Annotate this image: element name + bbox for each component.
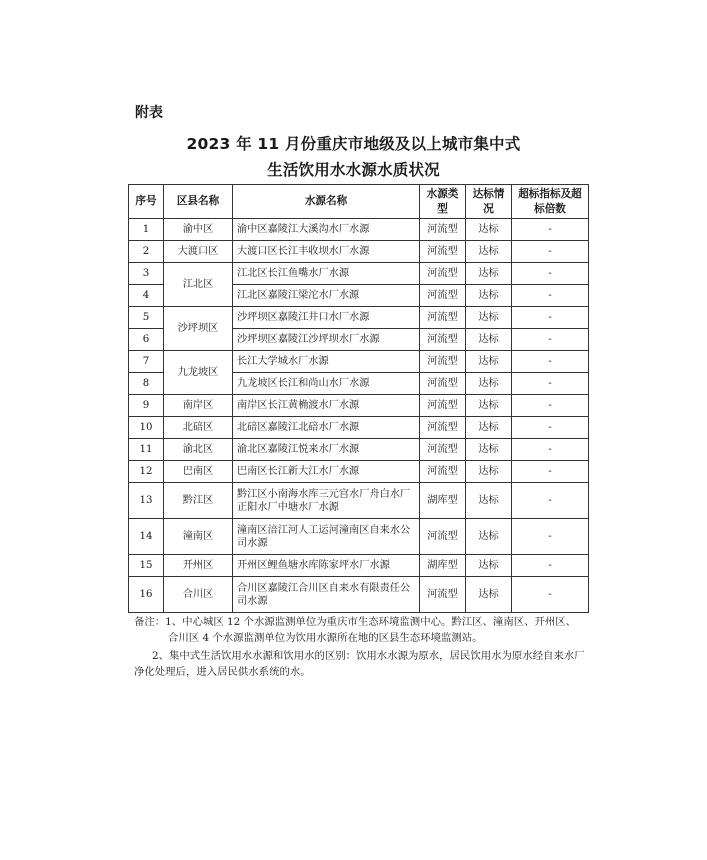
note-2: 2、集中式生活饮用水水源和饮用水的区别：饮用水水源为原水，居民饮用水为原水经自来水厂净化处理后，进入居民供水系统的水。 [134, 650, 585, 678]
cell-type: 河流型 [420, 461, 466, 483]
cell-district: 黔江区 [164, 483, 233, 519]
cell-district: 合川区 [164, 577, 233, 613]
cell-no: 4 [129, 285, 164, 307]
cell-exceed: - [512, 285, 589, 307]
cell-no: 12 [129, 461, 164, 483]
header-status: 达标情况 [466, 185, 512, 219]
cell-status: 达标 [466, 307, 512, 329]
cell-no: 3 [129, 263, 164, 285]
table-row [129, 417, 589, 439]
cell-type: 河流型 [420, 519, 466, 555]
cell-status: 达标 [466, 417, 512, 439]
table-row [129, 519, 589, 555]
cell-source: 开州区鲤鱼塘水库陈家坪水厂水源 [233, 555, 420, 577]
table-row [129, 483, 589, 519]
cell-type: 河流型 [420, 285, 466, 307]
cell-status: 达标 [466, 395, 512, 417]
cell-no: 10 [129, 417, 164, 439]
cell-source: 江北区长江鱼嘴水厂水源 [233, 263, 420, 285]
cell-source: 潼南区涪江河人工运河潼南区自来水公司水源 [233, 519, 420, 555]
cell-exceed: - [512, 519, 589, 555]
header-no: 序号 [129, 185, 164, 219]
cell-district: 沙坪坝区 [164, 307, 233, 351]
cell-exceed: - [512, 219, 589, 241]
cell-exceed: - [512, 351, 589, 373]
cell-district: 江北区 [164, 263, 233, 307]
cell-district: 渝中区 [164, 219, 233, 241]
cell-type: 河流型 [420, 373, 466, 395]
table-row [129, 555, 589, 577]
cell-status: 达标 [466, 483, 512, 519]
header-source: 水源名称 [233, 185, 420, 219]
cell-status: 达标 [466, 577, 512, 613]
cell-source: 江北区嘉陵江梁沱水厂水源 [233, 285, 420, 307]
cell-status: 达标 [466, 285, 512, 307]
cell-status: 达标 [466, 263, 512, 285]
cell-source: 合川区嘉陵江合川区自来水有限责任公司水源 [233, 577, 420, 613]
cell-status: 达标 [466, 241, 512, 263]
cell-type: 河流型 [420, 263, 466, 285]
cell-status: 达标 [466, 461, 512, 483]
table-row [129, 307, 589, 329]
cell-type: 湖库型 [420, 483, 466, 519]
cell-source: 长江大学城水厂水源 [233, 351, 420, 373]
title-line-2: 生活饮用水水源水质状况 [267, 161, 440, 179]
cell-exceed: - [512, 307, 589, 329]
cell-no: 14 [129, 519, 164, 555]
header-district: 区县名称 [164, 185, 233, 219]
cell-source: 大渡口区长江丰收坝水厂水源 [233, 241, 420, 263]
cell-no: 15 [129, 555, 164, 577]
title-line-1: 2023 年 11 月份重庆市地级及以上城市集中式 [186, 135, 521, 153]
table-row [129, 395, 589, 417]
cell-district: 九龙坡区 [164, 351, 233, 395]
cell-status: 达标 [466, 351, 512, 373]
cell-status: 达标 [466, 373, 512, 395]
cell-no: 9 [129, 395, 164, 417]
cell-no: 6 [129, 329, 164, 351]
cell-district: 南岸区 [164, 395, 233, 417]
cell-source: 黔江区小南海水库三元宫水厂舟白水厂正阳水厂中塘水厂水源 [233, 483, 420, 519]
cell-type: 河流型 [420, 307, 466, 329]
table-row [129, 263, 589, 285]
cell-source: 巴南区长江新大江水厂水源 [233, 461, 420, 483]
cell-no: 13 [129, 483, 164, 519]
cell-district: 北碚区 [164, 417, 233, 439]
table-row [129, 241, 589, 263]
cell-no: 7 [129, 351, 164, 373]
cell-type: 河流型 [420, 219, 466, 241]
cell-source: 渝北区嘉陵江悦来水厂水源 [233, 439, 420, 461]
header-type: 水源类型 [420, 185, 466, 219]
cell-exceed: - [512, 395, 589, 417]
cell-exceed: - [512, 555, 589, 577]
table-row [129, 577, 589, 613]
cell-exceed: - [512, 461, 589, 483]
cell-status: 达标 [466, 439, 512, 461]
cell-no: 5 [129, 307, 164, 329]
cell-type: 河流型 [420, 351, 466, 373]
cell-exceed: - [512, 439, 589, 461]
cell-district: 巴南区 [164, 461, 233, 483]
cell-source: 沙坪坝区嘉陵江沙坪坝水厂水源 [233, 329, 420, 351]
cell-source: 南岸区长江黄桷渡水厂水源 [233, 395, 420, 417]
note-1: 备注：1、中心城区 12 个水源监测单位为重庆市生态环境监测中心。黔江区、潼南区、开州区、合川区 4 个水源监测单位为饮用水源所在地的区县生态环境监测站。 [134, 616, 577, 644]
cell-type: 河流型 [420, 329, 466, 351]
table-header-row [129, 185, 589, 219]
cell-district: 大渡口区 [164, 241, 233, 263]
cell-source: 渝中区嘉陵江大溪沟水厂水源 [233, 219, 420, 241]
cell-source: 九龙坡区长江和尚山水厂水源 [233, 373, 420, 395]
cell-no: 11 [129, 439, 164, 461]
cell-no: 2 [129, 241, 164, 263]
notes-block [134, 614, 586, 680]
cell-type: 河流型 [420, 241, 466, 263]
cell-exceed: - [512, 577, 589, 613]
cell-exceed: - [512, 483, 589, 519]
cell-source: 北碚区嘉陵江北碚水厂水源 [233, 417, 420, 439]
cell-exceed: - [512, 241, 589, 263]
cell-district: 开州区 [164, 555, 233, 577]
cell-no: 1 [129, 219, 164, 241]
cell-type: 河流型 [420, 439, 466, 461]
table-row [129, 461, 589, 483]
cell-district: 潼南区 [164, 519, 233, 555]
cell-status: 达标 [466, 329, 512, 351]
cell-source: 沙坪坝区嘉陵江井口水厂水源 [233, 307, 420, 329]
table-row [129, 351, 589, 373]
cell-type: 河流型 [420, 577, 466, 613]
cell-status: 达标 [466, 219, 512, 241]
appendix-label: 附表 [135, 105, 163, 121]
cell-type: 湖库型 [420, 555, 466, 577]
cell-type: 河流型 [420, 417, 466, 439]
cell-exceed: - [512, 417, 589, 439]
header-exceed: 超标指标及超标倍数 [512, 185, 589, 219]
cell-exceed: - [512, 263, 589, 285]
cell-type: 河流型 [420, 395, 466, 417]
table-row [129, 219, 589, 241]
cell-exceed: - [512, 329, 589, 351]
cell-district: 渝北区 [164, 439, 233, 461]
cell-status: 达标 [466, 519, 512, 555]
cell-exceed: - [512, 373, 589, 395]
cell-no: 8 [129, 373, 164, 395]
water-quality-table [128, 184, 589, 613]
cell-status: 达标 [466, 555, 512, 577]
table-row [129, 439, 589, 461]
cell-no: 16 [129, 577, 164, 613]
